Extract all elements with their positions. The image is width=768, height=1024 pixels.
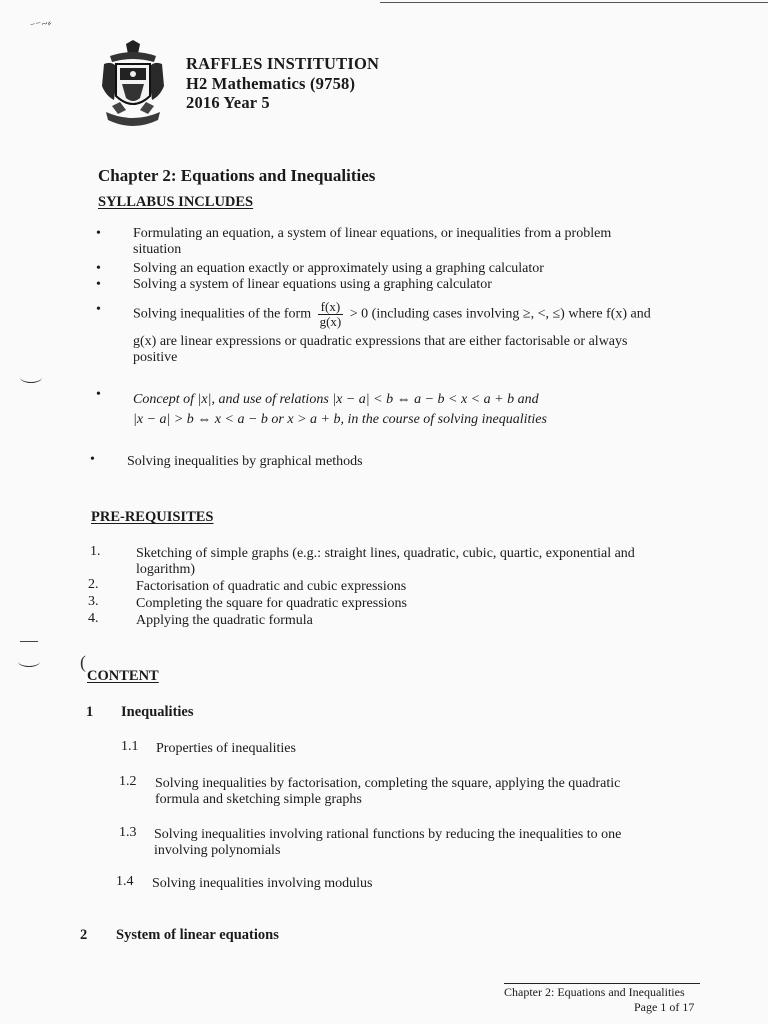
prereq-item-text: logarithm) [136,562,196,577]
syllabus-item-1 [133,226,723,258]
syllabus-item-text: Solving inequalities of the form [133,306,312,322]
punch-hole-mark [18,656,40,667]
punch-hole-mark [20,641,38,642]
footer-page-number: Page 1 of 17 [634,1000,695,1014]
bullet: • [90,452,95,467]
prereq-heading: PRE-REQUISITES [91,509,214,525]
course-year: 2016 Year 5 [186,93,270,112]
subsection-number: 1.4 [116,874,134,889]
syllabus-item-text: situation [133,242,182,257]
syllabus-item-text: Concept of |x|, and use of relations |x − a| < b ⇔ a − b < x < a + b and [133,392,539,407]
syllabus-item-text: Formulating an equation, a system of linear equations, or inequalities from a problem [133,226,612,241]
syllabus-item-4-cont [133,334,725,366]
prereq-number: 2. [88,577,99,592]
prereq-item-3: Completing the square for quadratic expressions [136,596,407,611]
prereq-item-4: Applying the quadratic formula [136,613,313,628]
footer-chapter: Chapter 2: Equations and Inequalities [504,985,685,999]
bullet: • [96,226,101,241]
punch-hole-mark [20,372,42,383]
syllabus-item-6: Solving inequalities by graphical methods [127,454,363,469]
syllabus-item-2: Solving an equation exactly or approximately using a graphing calculator [133,261,544,276]
syllabus-item-text: |x − a| > b ⇔ x < a − b or x > a + b, in the course of solving inequalities [133,412,547,427]
subsection-number: 1.1 [121,739,139,754]
syllabus-item-text: > 0 (including cases involving ≥, <, ≤) where f(x) and [349,306,651,322]
scan-pen-mark: ⁻⁻~⸗ [29,16,53,34]
content-heading: CONTENT [87,668,159,684]
syllabus-item-text: g(x) are linear expressions or quadratic expressions that are either factorisable or always [133,334,628,349]
prereq-number: 1. [90,544,101,559]
bullet: • [96,277,101,292]
prereq-item-1 [136,546,726,578]
bullet: • [96,261,101,276]
fraction-denominator: g(x) [319,314,342,329]
chapter-title: Chapter 2: Equations and Inequalities [98,166,376,185]
subsection-line: formula and sketching simple graphs [155,792,362,807]
fraction-numerator: f(x) [318,300,344,315]
prereq-item-text: Sketching of simple graphs (e.g.: straight lines, quadratic, cubic, quartic, exponential and [136,546,635,561]
subsection-text [154,827,724,859]
subsection-text [155,776,725,808]
prereq-item-2: Factorisation of quadratic and cubic expressions [136,579,407,594]
scan-edge-line [380,2,768,3]
institution-name: RAFFLES INSTITUTION [186,54,380,73]
footer-rule [504,983,700,984]
content-section-title: System of linear equations [116,927,279,943]
content-section-number: 1 [86,704,94,720]
subsection-line: Solving inequalities involving rational functions by reducing the inequalities to one [154,827,622,842]
course-name: H2 Mathematics (9758) [186,74,356,93]
syllabus-heading: SYLLABUS INCLUDES [98,194,254,210]
subsection-number: 1.3 [119,825,137,840]
subsection-text: Solving inequalities involving modulus [152,876,373,891]
subsection-line: involving polynomials [154,843,281,858]
bullet: • [96,302,101,317]
subsection-text: Properties of inequalities [156,741,296,756]
syllabus-item-4 [133,300,725,329]
subsection-number: 1.2 [119,774,137,789]
prereq-number: 3. [88,594,99,609]
content-section-number: 2 [80,927,88,943]
content-section-title: Inequalities [121,704,194,720]
prereq-number: 4. [88,611,99,626]
school-crest-logo [100,40,166,136]
fraction-f-over-g [318,300,344,329]
syllabus-item-text: positive [133,350,178,365]
punch-hole-mark: ( [80,652,86,672]
syllabus-item-3: Solving a system of linear equations using a graphing calculator [133,277,492,292]
syllabus-item-5 [133,390,725,430]
subsection-line: Solving inequalities by factorisation, completing the square, applying the quadratic [155,776,621,791]
bullet: • [96,387,101,402]
